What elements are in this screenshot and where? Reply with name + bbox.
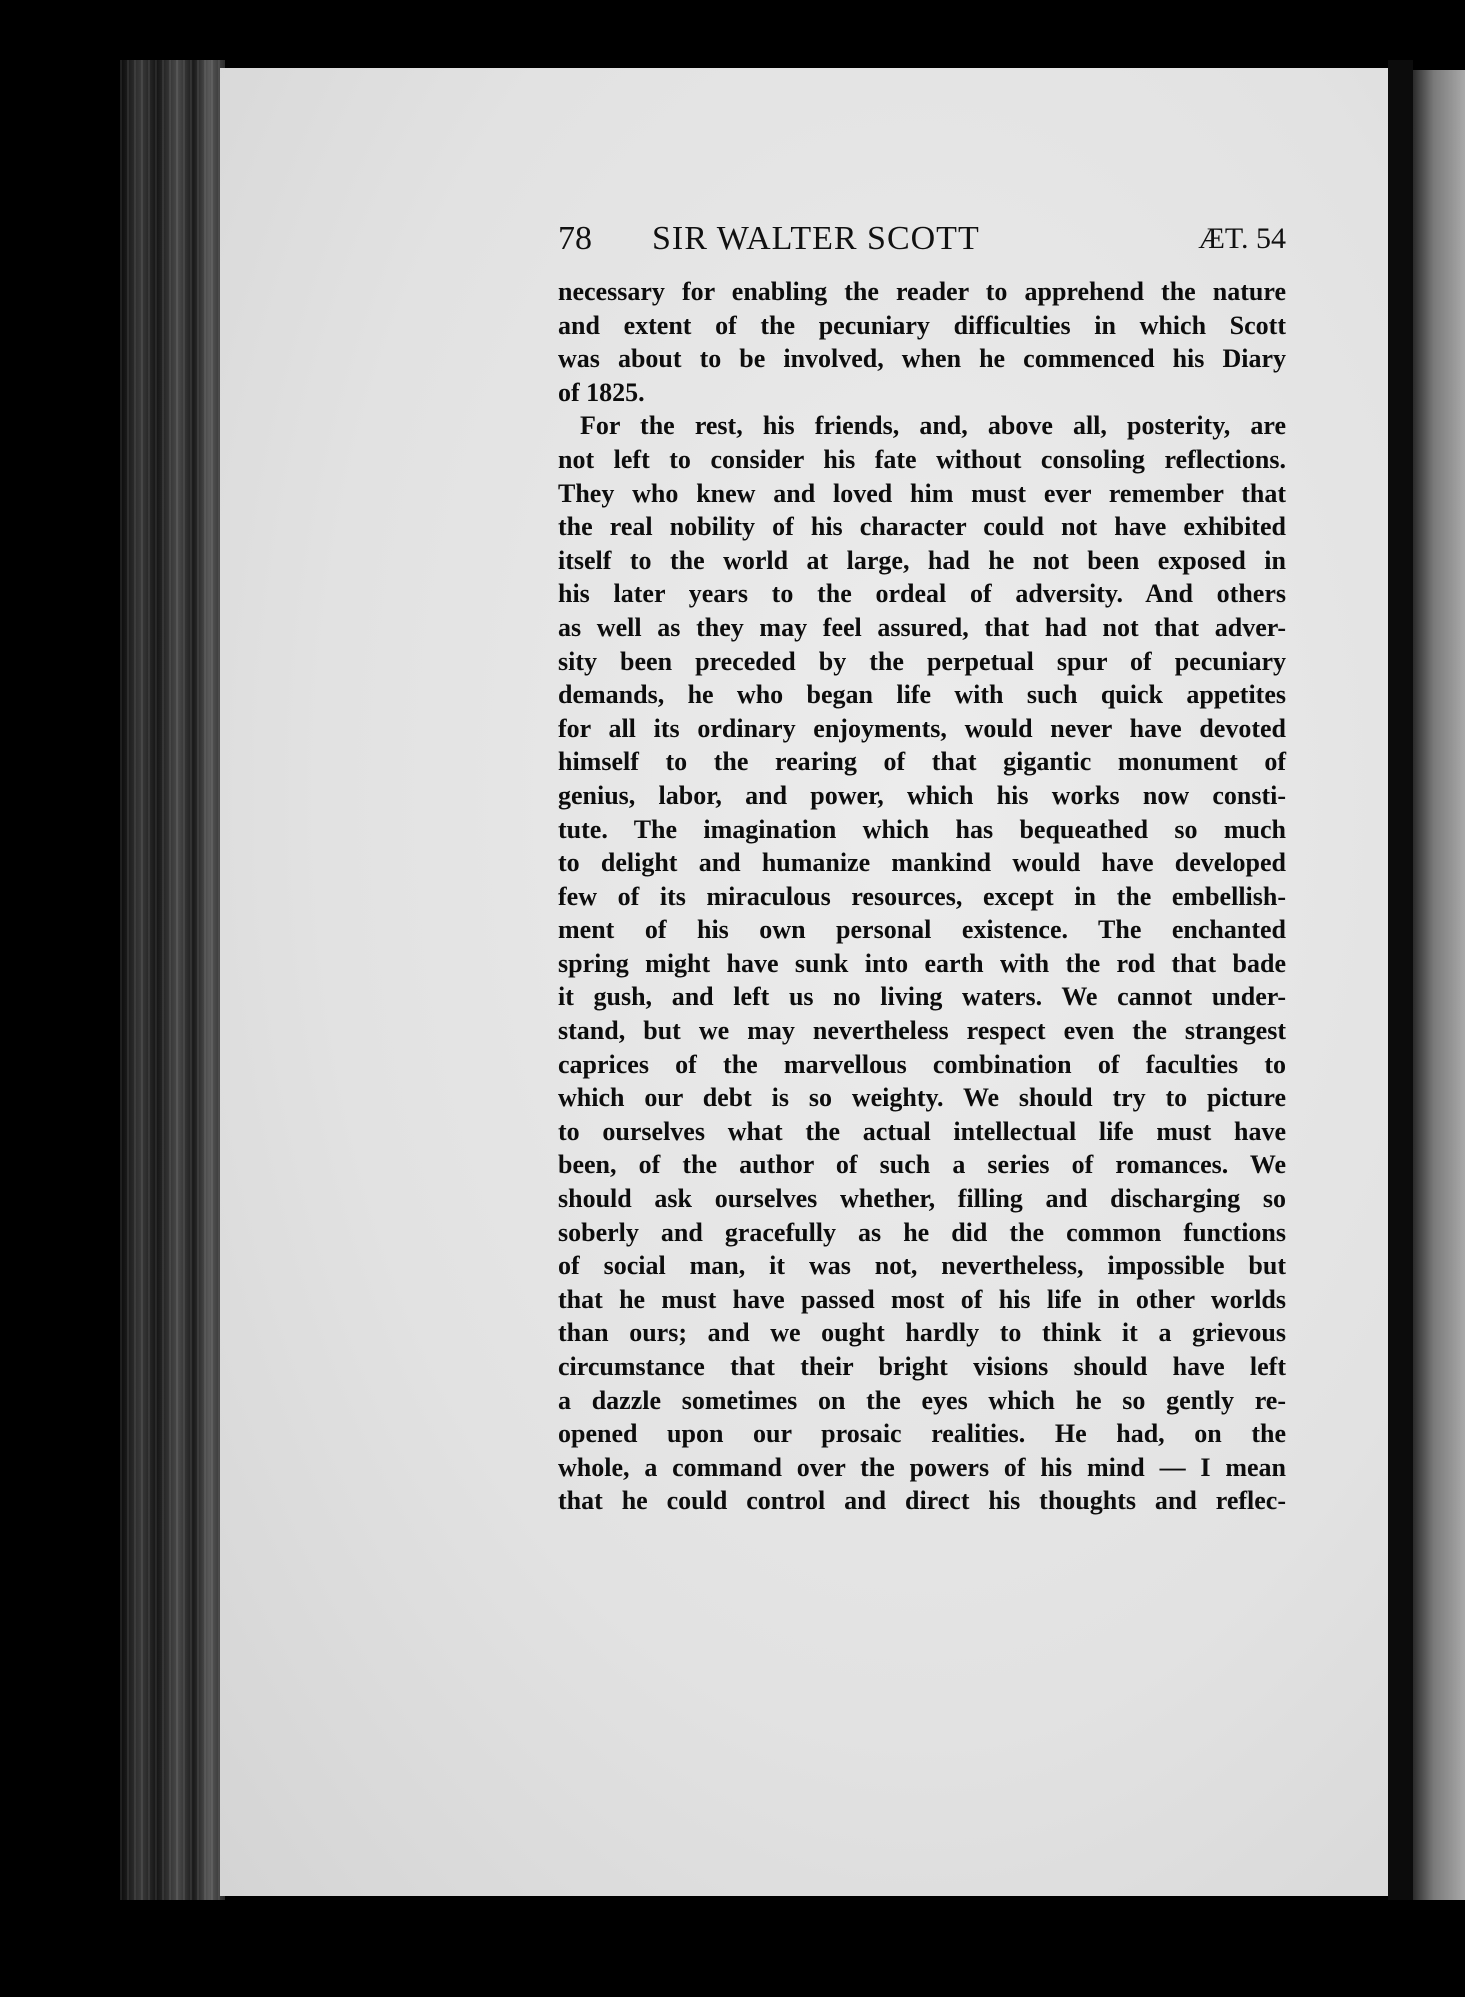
body-text bbox=[558, 275, 1286, 1518]
text-line: that he must have passed most of his life in other worlds bbox=[558, 1284, 1286, 1314]
text-line: of 1825. bbox=[558, 377, 645, 407]
text-line: spring might have sunk into earth with the rod that bade bbox=[558, 948, 1286, 978]
text-line: ment of his own personal existence. The enchanted bbox=[558, 915, 1286, 945]
text-line: demands, he who began life with such quick appetites bbox=[558, 680, 1286, 710]
text-line: to ourselves what the actual intellectual life must have bbox=[558, 1116, 1286, 1146]
text-line: genius, labor, and power, which his works now consti- bbox=[558, 780, 1286, 810]
text-line: which our debt is so weighty. We should try to picture bbox=[558, 1083, 1286, 1113]
text-line: was about to be involved, when he commenced his Diary bbox=[558, 344, 1286, 374]
running-header bbox=[558, 220, 1286, 266]
text-line: soberly and gracefully as he did the common functions bbox=[558, 1217, 1286, 1247]
text-line: circumstance that their bright visions should have left bbox=[558, 1352, 1286, 1381]
text-line: caprices of the marvellous combination of faculties to bbox=[558, 1049, 1286, 1079]
text-line: For the rest, his friends, and, above all, posterity, are bbox=[580, 411, 1286, 441]
book-spine bbox=[120, 60, 225, 1900]
text-line: They who knew and loved him must ever remember that bbox=[558, 478, 1286, 508]
running-title: SIR WALTER SCOTT bbox=[652, 220, 980, 257]
text-line: sity been preceded by the perpetual spur of pecuniary bbox=[558, 646, 1286, 676]
text-line: stand, but we may nevertheless respect even the strangest bbox=[558, 1016, 1286, 1046]
text-line: itself to the world at large, had he not been exposed in bbox=[558, 545, 1286, 575]
text-line: that he could control and direct his thoughts and reflec- bbox=[558, 1486, 1286, 1516]
text-line: opened upon our prosaic realities. He had, on the bbox=[558, 1419, 1286, 1449]
text-line: as well as they may feel assured, that had not that adver- bbox=[558, 612, 1286, 642]
text-line: tute. The imagination which has bequeathed so much bbox=[558, 814, 1286, 844]
text-line: of social man, it was not, nevertheless, impossible but bbox=[558, 1251, 1286, 1281]
facing-page-edge bbox=[1413, 70, 1465, 1900]
text-line: whole, a command over the powers of his mind — I mean bbox=[558, 1452, 1286, 1482]
text-line: himself to the rearing of that gigantic monument of bbox=[558, 747, 1286, 777]
text-line: necessary for enabling the reader to apprehend the nature bbox=[558, 277, 1286, 306]
text-line: the real nobility of his character could not have exhibited bbox=[558, 512, 1286, 542]
text-line: been, of the author of such a series of romances. We bbox=[558, 1150, 1286, 1180]
page-gutter bbox=[1388, 60, 1413, 1900]
text-line: a dazzle sometimes on the eyes which he so gently re- bbox=[558, 1385, 1286, 1415]
text-line: not left to consider his fate without consoling reflections. bbox=[558, 444, 1286, 474]
page-number: 78 bbox=[558, 220, 592, 257]
text-line: to delight and humanize mankind would have developed bbox=[558, 848, 1286, 878]
text-line: than ours; and we ought hardly to think it a grievous bbox=[558, 1318, 1286, 1348]
age-marker: ÆT. 54 bbox=[1198, 222, 1286, 255]
text-line: few of its miraculous resources, except in the embellish- bbox=[558, 881, 1286, 911]
text-line: and extent of the pecuniary difficulties in which Scott bbox=[558, 310, 1286, 340]
text-line: it gush, and left us no living waters. We cannot under- bbox=[558, 982, 1286, 1012]
text-line: should ask ourselves whether, filling and discharging so bbox=[558, 1184, 1286, 1214]
text-line: his later years to the ordeal of adversity. And others bbox=[558, 579, 1286, 609]
text-line: for all its ordinary enjoyments, would never have devoted bbox=[558, 713, 1286, 743]
